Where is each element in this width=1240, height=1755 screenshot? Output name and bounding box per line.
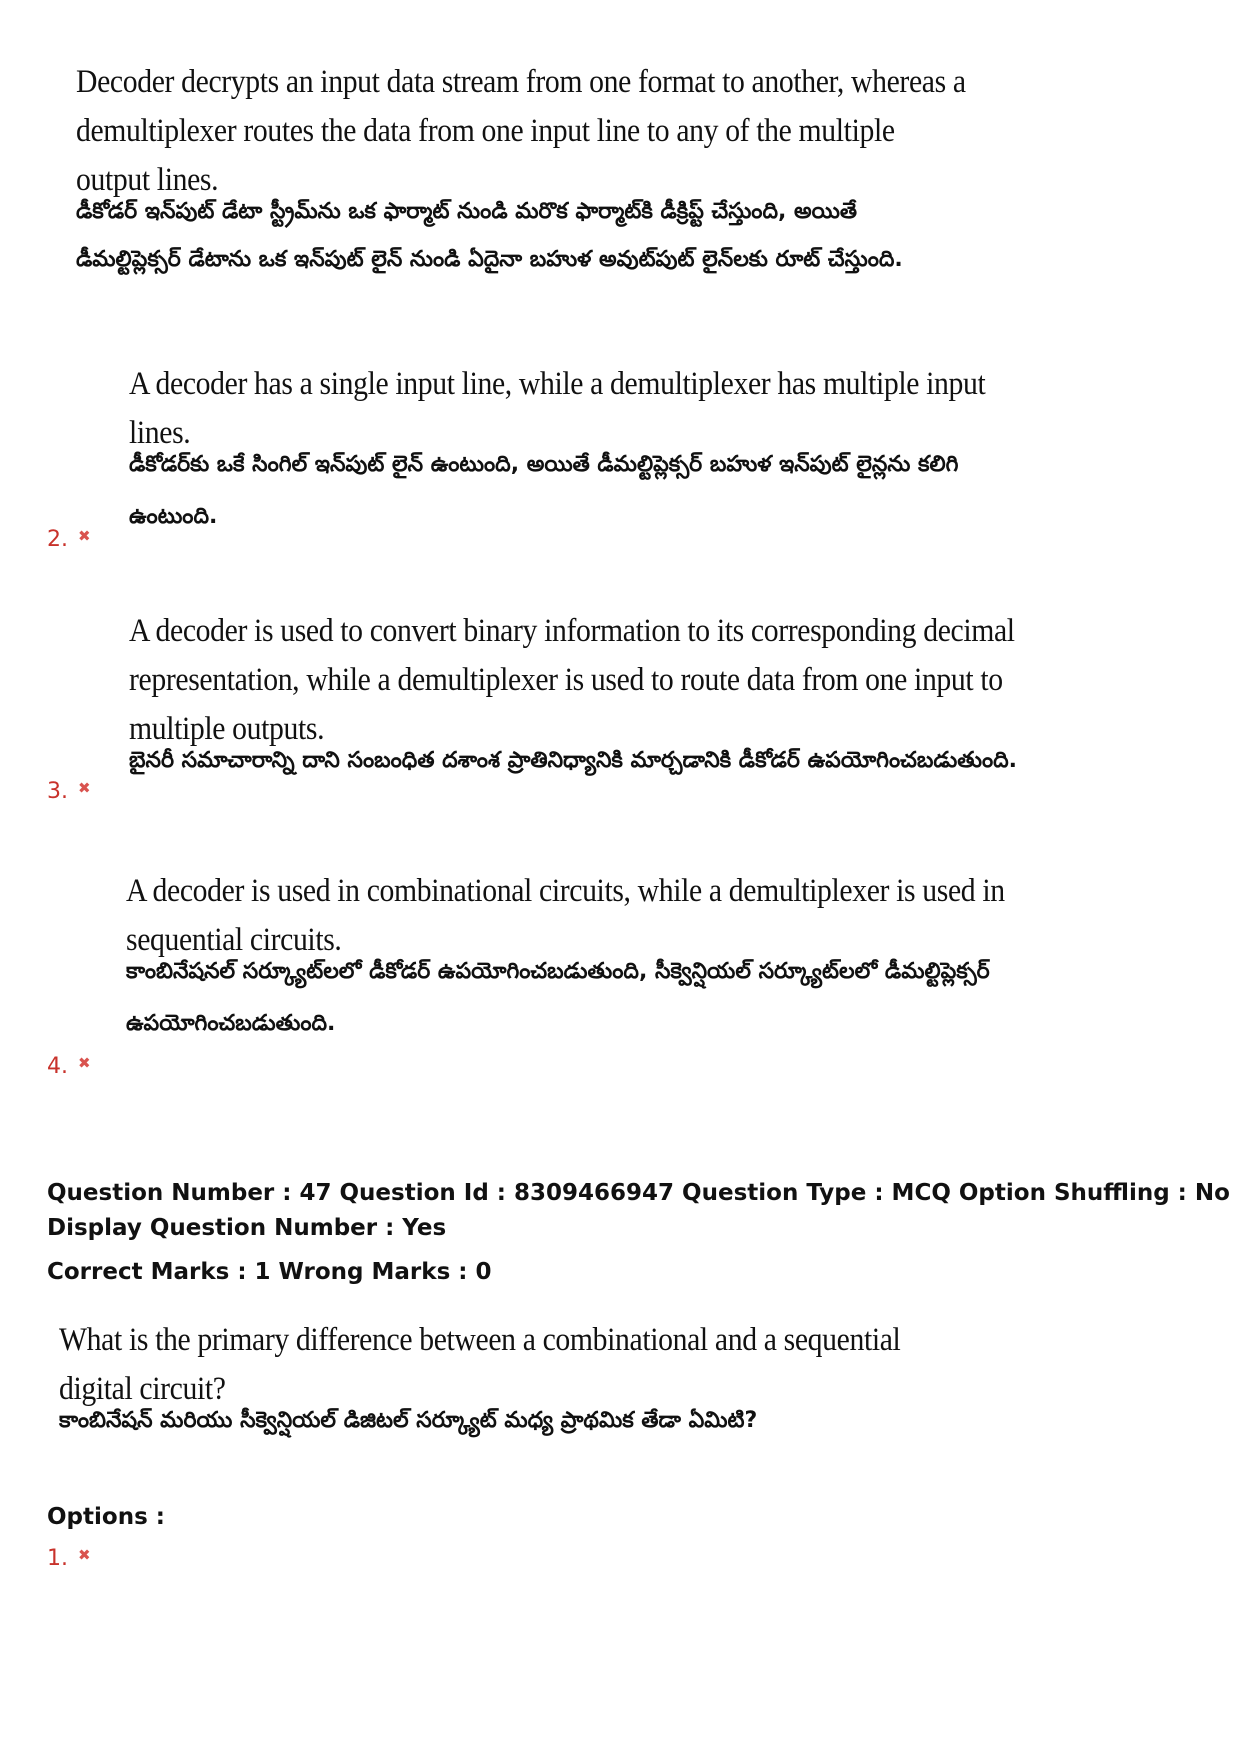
prev-option-1-te-line: డీమల్టిప్లెక్సర్ డేటాను ఒక ఇన్‌పుట్ లైన్ నుండి ఏదైనా బహుళ అవుట్‌పుట్ లైన్‌లకు రూట్ చేస్తుంది. bbox=[76, 247, 903, 272]
prev-option-2-text bbox=[129, 360, 1081, 542]
question-meta bbox=[47, 1176, 1230, 1246]
prev-option-4-te-line: కాంబినేషనల్ సర్క్యూట్‌లలో డీకోడర్ ఉపయోగించబడుతుంది, సీక్వెన్షియల్ సర్క్యూట్‌లలో డీమల్టిప్లెక్సర్ bbox=[126, 959, 990, 984]
option-4-number-text: 4. bbox=[47, 1054, 68, 1079]
option-3-number-text: 3. bbox=[47, 779, 68, 804]
prev-option-3-te-line: బైనరీ సమాచారాన్ని దాని సంబంధిత దశాంశ ప్రాతినిధ్యానికి మార్చడానికి డీకోడర్ ఉపయోగించబడుతుంది. bbox=[129, 748, 1018, 773]
question-en-line: What is the primary difference between a combinational and a sequential bbox=[59, 1322, 901, 1358]
wrong-cross-icon: ✖ bbox=[78, 779, 91, 797]
wrong-cross-icon: ✖ bbox=[78, 1054, 91, 1072]
prev-option-4-en-line: sequential circuits. bbox=[126, 922, 342, 958]
prev-option-3-en-line: multiple outputs. bbox=[129, 711, 325, 747]
prev-option-3-en-line: representation, while a demultiplexer is used to route data from one input to bbox=[129, 662, 1003, 698]
option-2-number bbox=[47, 527, 91, 552]
prev-option-2-en-line: lines. bbox=[129, 415, 191, 451]
prev-option-4-text bbox=[126, 867, 1102, 1049]
question-marks: Correct Marks : 1 Wrong Marks : 0 bbox=[47, 1259, 492, 1285]
prev-option-2-en-line: A decoder has a single input line, while a demultiplexer has multiple input bbox=[129, 366, 986, 402]
question-meta-line: Question Number : 47 Question Id : 8309466947 Question Type : MCQ Option Shuffling : No bbox=[47, 1180, 1230, 1206]
wrong-cross-icon: ✖ bbox=[78, 527, 91, 545]
options-label: Options : bbox=[47, 1504, 165, 1530]
question-en-line: digital circuit? bbox=[59, 1371, 226, 1407]
option-1-number-text: 1. bbox=[47, 1546, 68, 1571]
option-1-number bbox=[47, 1546, 91, 1571]
question-te-line: కాంబినేషన్ మరియు సీక్వెన్షియల్ డిజిటల్ సర్క్యూట్ మధ్య ప్రాథమిక తేడా ఏమిటి? bbox=[59, 1408, 758, 1433]
prev-option-1-en-line: Decoder decrypts an input data stream from one format to another, whereas a bbox=[76, 64, 966, 100]
option-2-number-text: 2. bbox=[47, 527, 68, 552]
prev-option-3-text bbox=[129, 607, 1113, 786]
option-4-number bbox=[47, 1054, 91, 1079]
prev-option-1-en-line: output lines. bbox=[76, 162, 219, 198]
prev-option-1-te-line: డీకోడర్ ఇన్‌పుట్ డేటా స్ట్రీమ్‌ను ఒక ఫార్మాట్ నుండి మరొక ఫార్మాట్‌కి డీక్రిప్ట్ చేస్తుంది, అయితే bbox=[76, 199, 858, 224]
prev-option-1-en-line: demultiplexer routes the data from one input line to any of the multiple bbox=[76, 113, 895, 149]
question-text bbox=[59, 1316, 994, 1446]
prev-option-2-te-line: ఉంటుంది. bbox=[129, 504, 218, 529]
prev-option-4-en-line: A decoder is used in combinational circuits, while a demultiplexer is used in bbox=[126, 873, 1005, 909]
wrong-cross-icon: ✖ bbox=[78, 1546, 91, 1564]
option-3-number bbox=[47, 779, 91, 804]
prev-option-3-en-line: A decoder is used to convert binary information to its corresponding decimal bbox=[129, 613, 1015, 649]
prev-option-1-text bbox=[76, 58, 1065, 285]
prev-option-4-te-line: ఉపయోగించబడుతుంది. bbox=[126, 1011, 336, 1036]
prev-option-2-te-line: డీకోడర్‌కు ఒకే సింగిల్ ఇన్‌పుట్ లైన్ ఉంటుంది, అయితే డీమల్టిప్లెక్సర్ బహుళ ఇన్‌పుట్ లైన్లను కలిగి bbox=[129, 452, 959, 477]
question-display-line: Display Question Number : Yes bbox=[47, 1215, 447, 1241]
